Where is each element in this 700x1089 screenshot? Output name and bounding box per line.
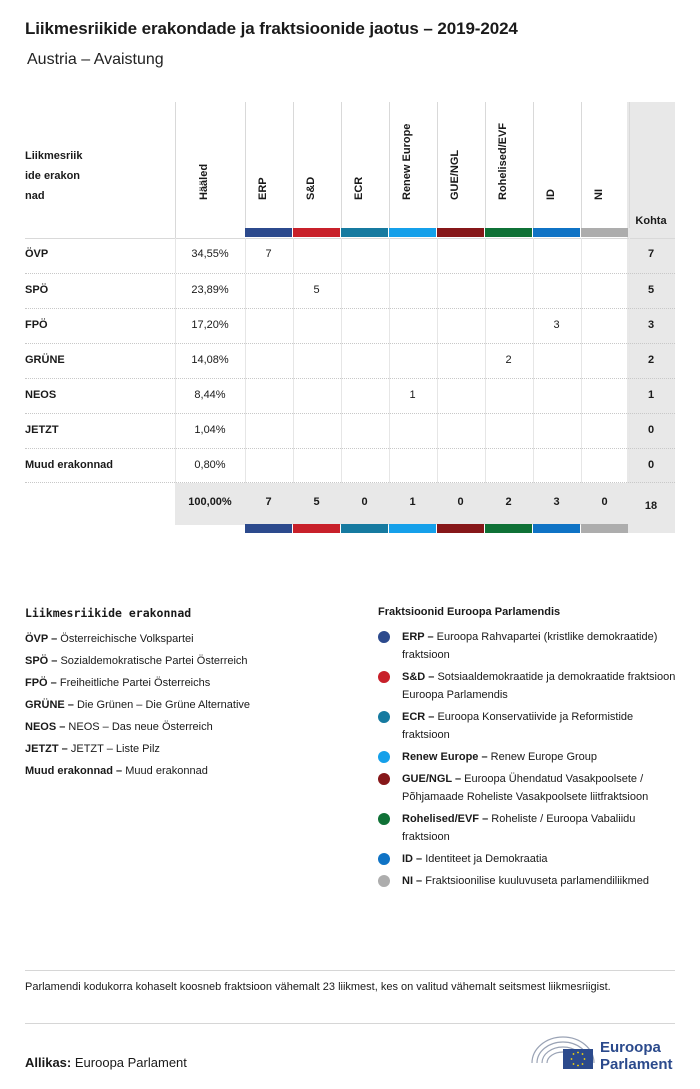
column-divider: [485, 379, 486, 414]
party-name: JETZT: [25, 424, 59, 436]
column-divider: [581, 238, 582, 273]
party-legend-item: SPÖ – Sozialdemokratische Partei Österreich: [25, 655, 248, 667]
party-legend-item: FPÖ – Freiheitliche Partei Österreichs: [25, 677, 211, 689]
group-header-id: ID: [544, 189, 557, 200]
seat-total: 5: [647, 284, 655, 296]
group-color-dot-icon: [378, 813, 390, 825]
column-divider: [437, 449, 438, 484]
group-header-renew: Renew Europe: [400, 123, 413, 200]
seat-total: 0: [647, 424, 655, 436]
vote-share: 1,04%: [194, 424, 226, 436]
group-legend-item: ERP – Euroopa Rahvapartei (kristlike demokraatide) fraktsioon: [378, 628, 678, 664]
group-legend-item: ID – Identiteet ja Demokraatia: [378, 850, 678, 868]
seat-total: 7: [647, 248, 655, 260]
table-row: [25, 378, 675, 413]
divider: [25, 1023, 675, 1024]
seat-cell: 3: [553, 319, 560, 331]
column-divider: [293, 379, 294, 414]
column-divider: [629, 344, 630, 379]
party-legend: [25, 606, 355, 782]
logo-line2: Parlament: [600, 1056, 673, 1073]
seat-cell: 1: [409, 389, 416, 401]
source-label: Allikas:: [25, 1055, 72, 1070]
table-row: [25, 273, 675, 308]
column-divider: [341, 274, 342, 309]
group-header-sd: S&D: [304, 176, 317, 200]
column-divider: [581, 379, 582, 414]
column-divider: [341, 238, 342, 273]
column-divider: [341, 379, 342, 414]
total-seat-cell: 0: [457, 496, 464, 508]
table-row: [25, 308, 675, 343]
group-header-erp: ERP: [256, 177, 269, 200]
column-divider: [629, 102, 630, 228]
total-seat-cell: 0: [361, 496, 368, 508]
column-divider: [533, 414, 534, 449]
column-divider: [175, 344, 176, 379]
group-legend-item: NI – Fraktsioonilise kuuluvuseta parlamendiliikmed: [378, 872, 678, 890]
column-divider: [485, 274, 486, 309]
column-divider: [389, 309, 390, 344]
group-color-bar: [533, 524, 580, 533]
column-divider: [245, 238, 246, 273]
page-subtitle: Austria – Avaistung: [27, 51, 164, 68]
vote-share: 8,44%: [194, 389, 226, 401]
column-divider: [629, 449, 630, 484]
column-divider: [581, 274, 582, 309]
column-divider: [581, 449, 582, 484]
party-legend-item: GRÜNE – Die Grünen – Die Grüne Alternative: [25, 699, 251, 711]
column-divider: [245, 379, 246, 414]
column-divider: [341, 449, 342, 484]
votes-column-header: Hääled: [198, 163, 210, 200]
column-divider: [485, 414, 486, 449]
group-color-bar: [245, 524, 292, 533]
column-divider: [293, 238, 294, 273]
column-divider: [581, 344, 582, 379]
group-header-ecr: ECR: [352, 176, 365, 200]
column-divider: [629, 274, 630, 309]
group-legend-item: Rohelised/EVF – Roheliste / Euroopa Vabaliidu fraktsioon: [378, 810, 678, 846]
group-legend-item: ECR – Euroopa Konservatiivide ja Reformistide fraktsioon: [378, 708, 678, 744]
group-color-dot-icon: [378, 631, 390, 643]
table-row: [25, 238, 675, 273]
total-seat-cell: 5: [313, 496, 320, 508]
column-divider: [389, 449, 390, 484]
column-divider: [175, 238, 176, 273]
group-color-bar: [341, 228, 388, 237]
party-name: Muud erakonnad: [25, 459, 114, 471]
party-name: NEOS: [25, 389, 57, 401]
column-divider: [175, 449, 176, 484]
column-divider: [629, 414, 630, 449]
column-divider: [293, 414, 294, 449]
table-row: [25, 343, 675, 378]
total-seat-cell: 7: [265, 496, 272, 508]
column-divider: [485, 344, 486, 379]
column-divider: [341, 344, 342, 379]
vote-share: 34,55%: [191, 248, 229, 260]
seat-total: 0: [647, 459, 655, 471]
column-divider: [389, 414, 390, 449]
column-divider: [533, 449, 534, 484]
seat-cell: 7: [265, 248, 272, 260]
group-header-ni: NI: [592, 189, 605, 200]
total-seat-cell: 3: [553, 496, 560, 508]
column-divider: [485, 449, 486, 484]
vote-share: 14,08%: [191, 354, 229, 366]
totals-divider: [25, 482, 675, 483]
group-color-dot-icon: [378, 671, 390, 683]
column-divider: [533, 309, 534, 344]
group-color-bar: [389, 524, 436, 533]
column-divider: [293, 449, 294, 484]
column-divider: [245, 274, 246, 309]
group-legend-title: Fraktsioonid Euroopa Parlamendis: [378, 606, 561, 618]
vote-share: 23,89%: [191, 284, 229, 296]
seat-cell: 5: [313, 284, 320, 296]
party-legend-item: NEOS – NEOS – Das neue Österreich: [25, 721, 213, 733]
column-divider: [389, 379, 390, 414]
vote-share: 0,80%: [194, 459, 226, 471]
grand-total-seats: 18: [644, 500, 658, 512]
column-divider: [341, 309, 342, 344]
group-color-bar: [581, 228, 628, 237]
total-seat-cell: 1: [409, 496, 416, 508]
party-legend-item: Muud erakonnad – Muud erakonnad: [25, 765, 208, 777]
column-divider: [437, 344, 438, 379]
group-color-bar: [533, 228, 580, 237]
party-legend-item: ÖVP – Österreichische Volkspartei: [25, 633, 194, 645]
party-column-header: Liikmesriikide erakonnad: [25, 150, 83, 202]
column-divider: [175, 379, 176, 414]
group-legend-item: GUE/NGL – Euroopa Ühendatud Vasakpoolsete / Põhjamaade Roheliste Vasakpoolsete liitfraktsioon: [378, 770, 678, 806]
column-divider: [533, 274, 534, 309]
group-color-bar: [341, 524, 388, 533]
column-divider: [533, 344, 534, 379]
column-divider: [293, 274, 294, 309]
column-divider: [437, 238, 438, 273]
column-divider: [389, 238, 390, 273]
table-row: [25, 448, 675, 483]
column-divider: [629, 379, 630, 414]
vote-share: 17,20%: [191, 319, 229, 331]
seat-total: 3: [647, 319, 655, 331]
party-name: GRÜNE: [25, 354, 65, 366]
parliament-hemicycle-icon: [530, 1033, 596, 1071]
column-divider: [389, 274, 390, 309]
column-divider: [485, 238, 486, 273]
column-divider: [581, 414, 582, 449]
column-divider: [485, 309, 486, 344]
column-divider: [245, 449, 246, 484]
column-divider: [245, 309, 246, 344]
group-color-bar: [293, 228, 340, 237]
divider: [25, 970, 675, 971]
seat-total: 1: [647, 389, 655, 401]
column-divider: [245, 414, 246, 449]
group-color-dot-icon: [378, 751, 390, 763]
group-legend-item: Renew Europe – Renew Europe Group: [378, 748, 678, 766]
column-divider: [533, 379, 534, 414]
source: [25, 1055, 187, 1070]
column-divider: [437, 379, 438, 414]
party-name: SPÖ: [25, 284, 49, 296]
page-title: Liikmesriikide erakondade ja fraktsioonide jaotus – 2019-2024: [25, 19, 518, 38]
group-color-dot-icon: [378, 773, 390, 785]
group-legend: [378, 606, 678, 894]
column-divider: [175, 102, 176, 238]
column-divider: [533, 238, 534, 273]
column-divider: [175, 274, 176, 309]
column-divider: [389, 344, 390, 379]
total-votes: 100,00%: [188, 496, 232, 508]
group-color-dot-icon: [378, 711, 390, 723]
seat-cell: 2: [505, 354, 512, 366]
group-color-bar: [485, 524, 532, 533]
group-color-bar: [245, 228, 292, 237]
column-divider: [293, 344, 294, 379]
seats-column-header: Kohta: [635, 215, 667, 227]
logo-line1: Euroopa: [600, 1039, 661, 1056]
group-header-gue: GUE/NGL: [448, 149, 461, 200]
column-divider: [581, 309, 582, 344]
group-color-bar: [437, 228, 484, 237]
party-name: FPÖ: [25, 319, 48, 331]
seat-total: 2: [647, 354, 655, 366]
group-color-bar: [485, 228, 532, 237]
european-parliament-logo: [530, 1033, 680, 1073]
group-header-evf: Rohelised/EVF: [496, 122, 509, 200]
party-name: ÖVP: [25, 248, 49, 260]
group-color-bar: [581, 524, 628, 533]
group-color-dot-icon: [378, 875, 390, 887]
party-legend-title: Liikmesriikide erakonnad: [25, 606, 192, 620]
column-divider: [437, 274, 438, 309]
group-color-dot-icon: [378, 853, 390, 865]
column-divider: [629, 309, 630, 344]
column-divider: [175, 414, 176, 449]
group-legend-item: S&D – Sotsiaaldemokraatide ja demokraatide fraktsioon Euroopa Parlamendis: [378, 668, 678, 704]
table-row: [25, 413, 675, 448]
group-color-bar: [437, 524, 484, 533]
group-color-bar: [389, 228, 436, 237]
column-divider: [175, 309, 176, 344]
total-seat-cell: 0: [601, 496, 608, 508]
column-divider: [293, 309, 294, 344]
column-divider: [437, 414, 438, 449]
total-seat-cell: 2: [505, 496, 512, 508]
source-value: Euroopa Parlament: [74, 1055, 187, 1070]
column-divider: [629, 238, 630, 273]
column-divider: [341, 414, 342, 449]
party-legend-item: JETZT – JETZT – Liste Pilz: [25, 743, 160, 755]
column-divider: [245, 344, 246, 379]
group-color-bar: [293, 524, 340, 533]
footnote: Parlamendi kodukorra kohaselt koosneb fraktsioon vähemalt 23 liikmest, kes on valitud vähemalt seitsmest liikmesriigist.: [25, 981, 611, 993]
column-divider: [437, 309, 438, 344]
